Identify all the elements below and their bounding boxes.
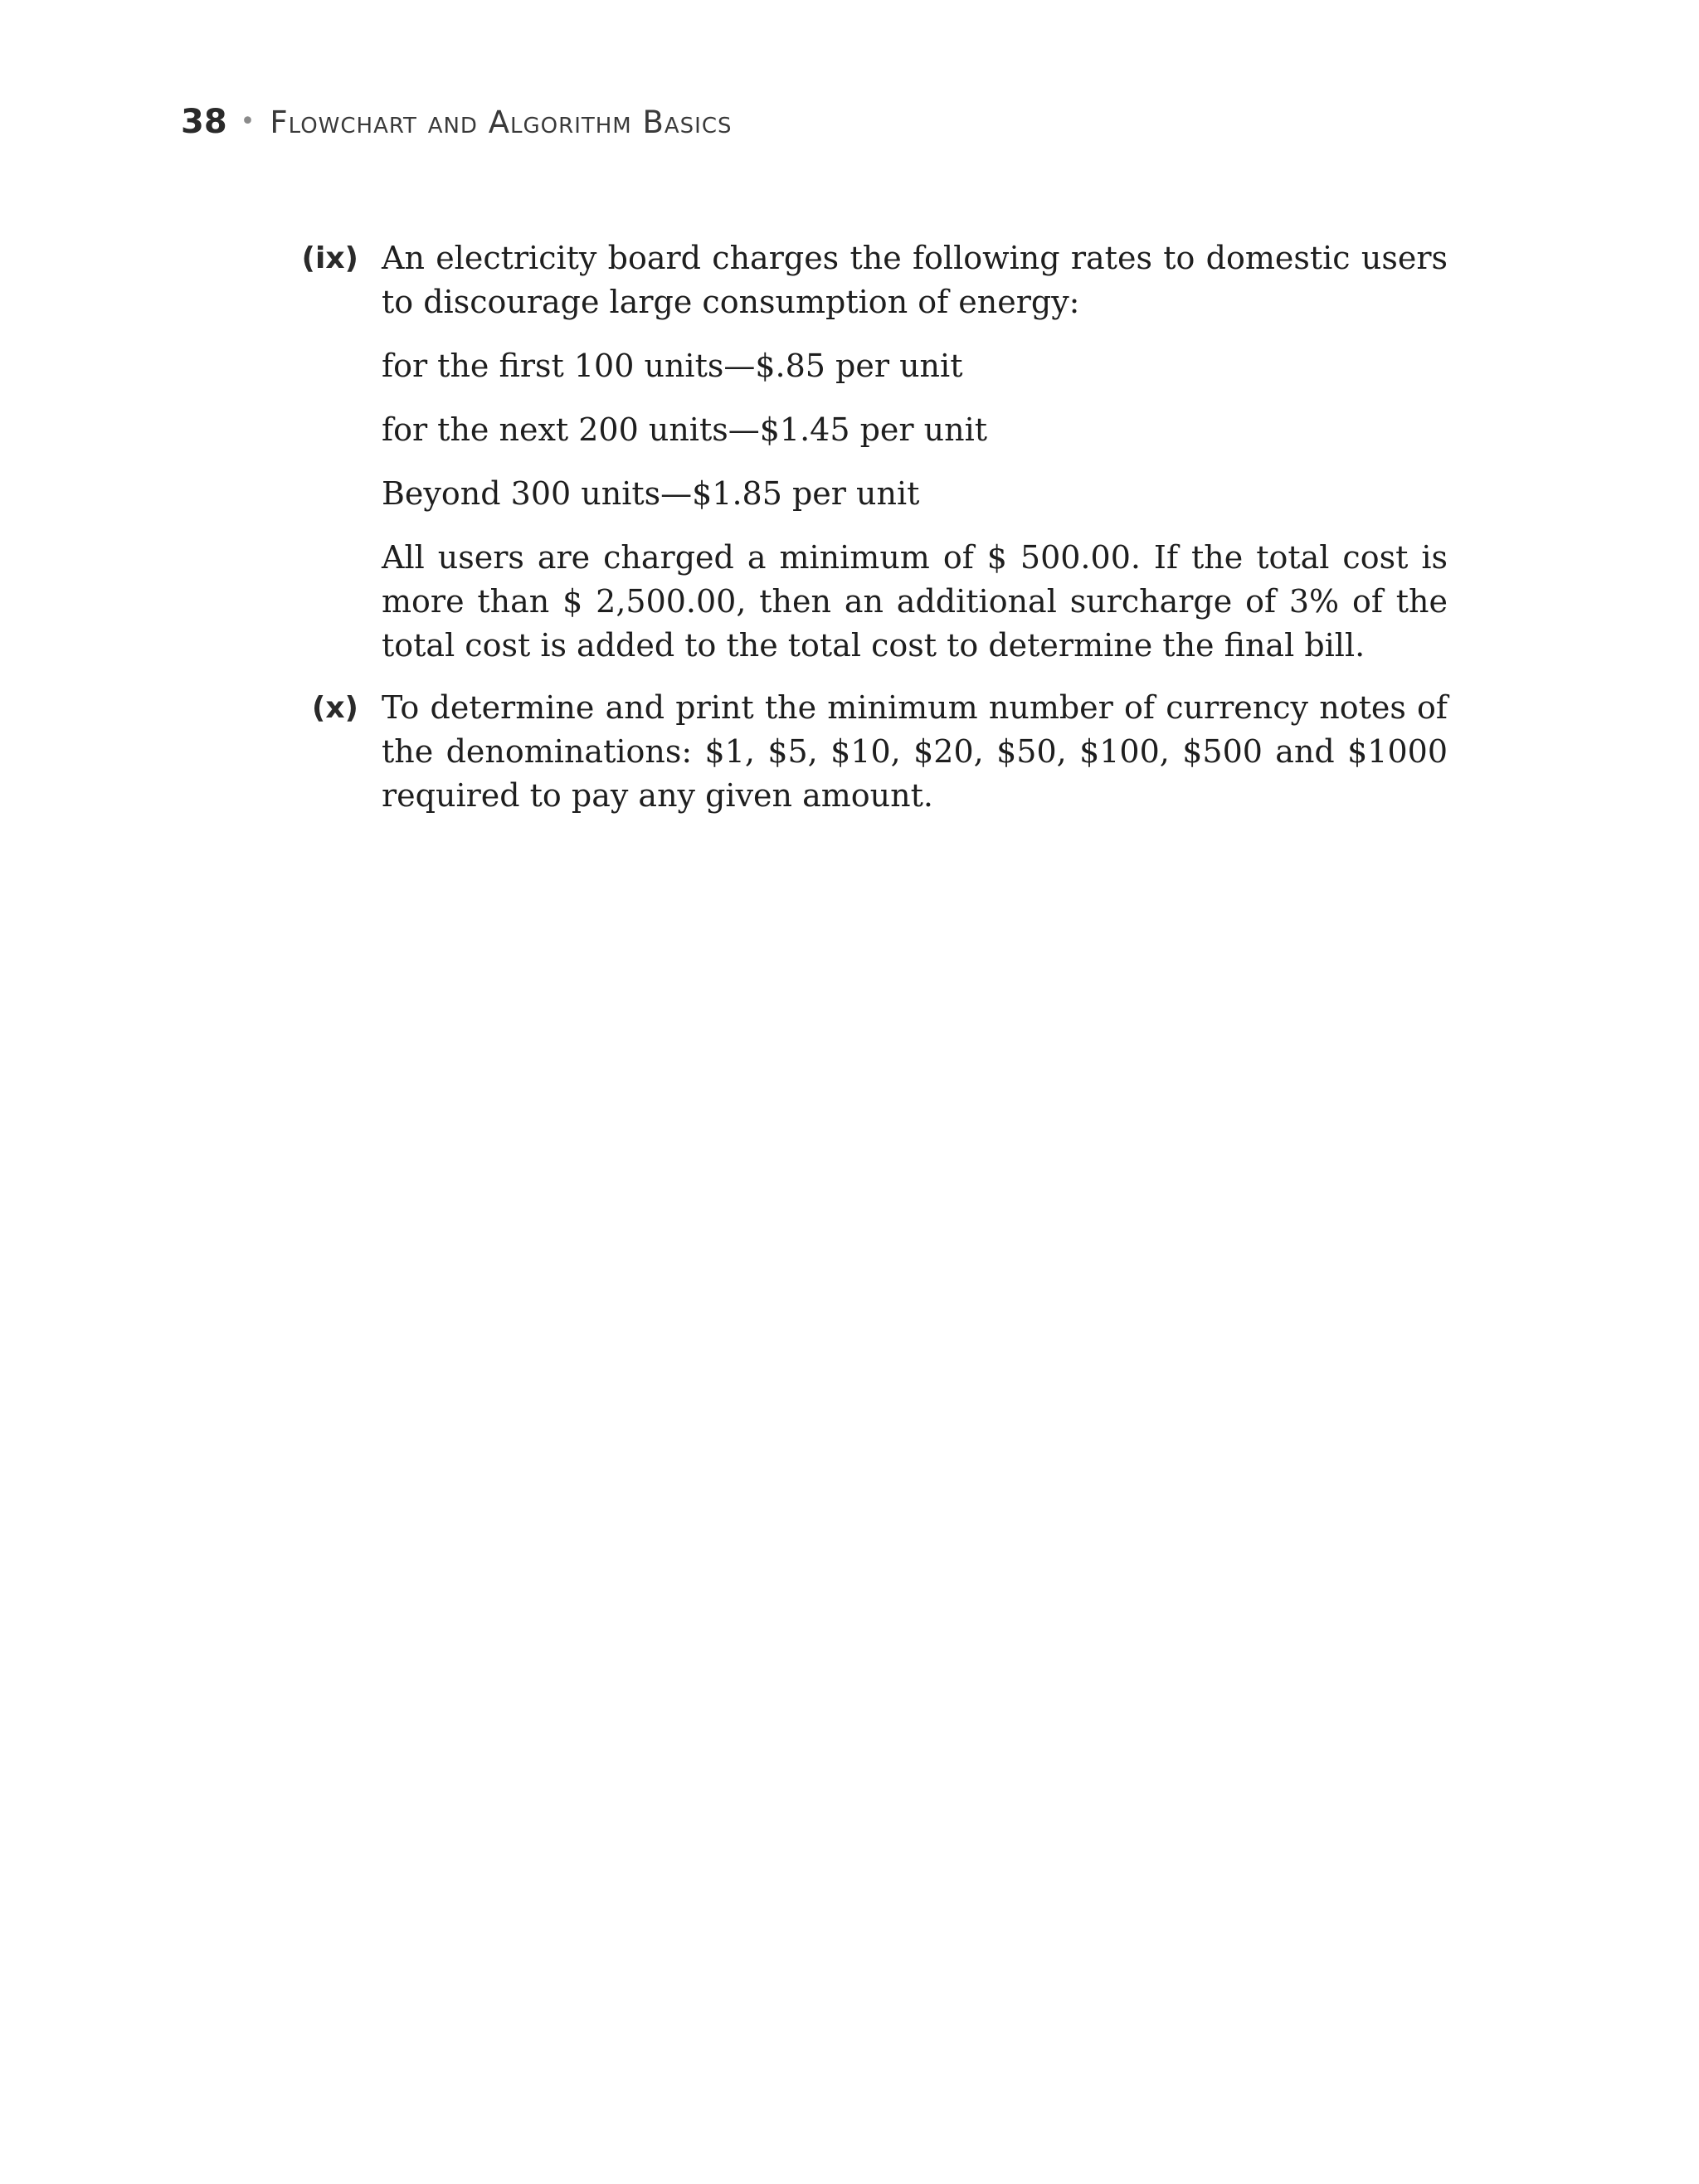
exercise-paragraph: An electricity board charges the following rates to domestic users to discourage large consumption of energy: — [382, 240, 1448, 320]
exercise-ix — [299, 236, 1448, 668]
exercise-label: (ix) — [301, 241, 358, 275]
header-separator: • — [240, 107, 256, 136]
page-number: 38 — [181, 103, 227, 141]
exercise-body — [382, 236, 1448, 668]
exercise-label: (x) — [311, 691, 358, 725]
rate-line: Beyond 300 units—$1.85 per unit — [382, 475, 920, 512]
chapter-title: Flowchart and Algorithm Basics — [270, 105, 733, 140]
running-head — [181, 103, 732, 141]
exercise-paragraph: All users are charged a minimum of $ 500.00. If the total cost is more than $ 2,500.00, then an additional surcharge of 3% of the total cost is added to the total cost to determine the final bill. — [382, 539, 1448, 664]
exercise-paragraph: To determine and print the minimum number of currency notes of the denominations: $1, $5, $10, $20, $50, $100, $500 and $1000 required to pay any given amount. — [382, 689, 1448, 814]
exercise-body — [382, 686, 1448, 818]
exercise-x — [299, 686, 1448, 818]
rate-line: for the next 200 units—$1.45 per unit — [382, 411, 988, 448]
rate-line: for the first 100 units—$.85 per unit — [382, 348, 963, 384]
